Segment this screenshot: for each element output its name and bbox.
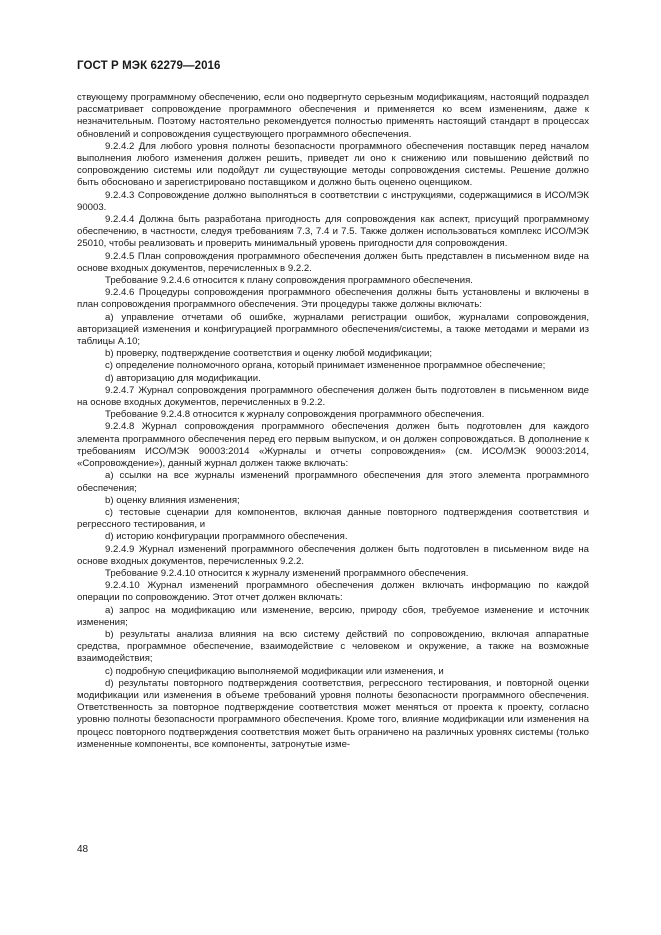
body-text	[77, 92, 589, 751]
paragraph: 9.2.4.6 Процедуры сопровождения программного обеспечения должны быть установлены и включены в план сопровождения программного обеспечения. Эти процедуры также должны включать:	[77, 287, 589, 311]
list-item: a) запрос на модификацию или изменение, версию, природу сбоя, требуемое изменение и источник изменения;	[77, 604, 589, 628]
paragraph: Требование 9.2.4.6 относится к плану сопровождения программного обеспечения.	[105, 275, 473, 287]
list-item: d) историю конфигурации программного обеспечения.	[105, 531, 348, 543]
list-item: a) управление отчетами об ошибке, журналами регистрации ошибок, журналами сопровождения, авторизацией изменения и конфигурацией программного обеспечения/системы, а также методами и мерами из таблицы А.10;	[77, 311, 589, 348]
paragraph: ствующему программному обеспечению, если оно подвергнуто серьезным модификациям, настоящий подраздел рассматривает сопровождение программного обеспечения и применяется ко всем изменениям, даже к незначительным. Поэтому настоятельно рекомендуется полностью применять настоящий стандарт в процессах обновлений и сопровождения существующего программного обеспечения.	[77, 92, 589, 140]
list-item: c) определение полномочного органа, который принимает измененное программное обеспечение;	[105, 360, 546, 372]
paragraph: 9.2.4.4 Должна быть разработана пригодность для сопровождения как аспект, присущий программному обеспечению, в частности, следуя требованиям 7.3, 7.4 и 7.5. Также должен использоваться комплекс ИСО/МЭК 25010, чтобы реализовать и проверить минимальный уровень пригодности для сопровождения.	[77, 214, 589, 250]
paragraph: Требование 9.2.4.8 относится к журналу сопровождения программного обеспечения.	[105, 409, 485, 421]
paragraph: 9.2.4.9 Журнал изменений программного обеспечения должен быть подготовлен в письменном виде на основе входных документов, перечисленных 9.2.2.	[77, 543, 589, 567]
paragraph: 9.2.4.10 Журнал изменений программного обеспечения должен включать информацию по каждой операции по сопровождению. Этот отчет должен включать:	[77, 580, 589, 604]
list-item: d) авторизацию для модификации.	[105, 372, 261, 384]
paragraph: 9.2.4.2 Для любого уровня полноты безопасности программного обеспечения поставщик перед началом выполнения любого изменения должен решить, приведет ли оно к снижению или повышению действий по сопровождению системы или подойдут ли существующие методы сопровождения системы. Решение должно быть обосновано и зарегистрировано поставщиком и должно быть оценено оценщиком.	[77, 140, 589, 189]
list-item: b) результаты анализа влияния на всю систему действий по сопровождению, включая аппаратные средства, программное обеспечение, взаимодействие с человеком и окружение, а также на возможные взаимодействия;	[77, 628, 589, 665]
paragraph: 9.2.4.3 Сопровождение должно выполняться в соответствии с инструкциями, содержащимися в ИСО/МЭК 90003.	[77, 189, 589, 213]
list-item: c) подробную спецификацию выполняемой модификации или изменения, и	[105, 665, 444, 677]
list-item: a) ссылки на все журналы изменений программного обеспечения для этого элемента программного обеспечения;	[77, 470, 589, 494]
paragraph: 9.2.4.7 Журнал сопровождения программного обеспечения должен быть подготовлен в письменном виде на основе входных документов, перечисленных в 9.2.2.	[77, 384, 589, 409]
list-item: c) тестовые сценарии для компонентов, включая данные повторного подтверждения соответствия и регрессного тестирования, и	[77, 506, 589, 531]
page-header-standard-title: ГОСТ Р МЭК 62279—2016	[77, 60, 221, 72]
paragraph: 9.2.4.5 План сопровождения программного обеспечения должен быть представлен в письменном виде на основе входных документов, перечисленных в 9.2.2.	[77, 250, 589, 274]
list-item: b) проверку, подтверждение соответствия и оценку любой модификации;	[105, 348, 433, 360]
list-item: b) оценку влияния изменения;	[105, 494, 240, 506]
paragraph: Требование 9.2.4.10 относится к журналу изменений программного обеспечения.	[105, 567, 469, 579]
paragraph: 9.2.4.8 Журнал сопровождения программного обеспечения должен быть подготовлен для каждого элемента программного обеспечения перед его первым выпуском, и он должен сопровождаться. В дополнение к требованиям ИСО/МЭК 90003:2014 «Журналы и отчеты сопровождения» (см. ИСО/МЭК 90003:2014, «Сопровождение»), данный журнал должен также включать:	[77, 421, 589, 470]
list-item: d) результаты повторного подтверждения соответствия, регрессного тестирования, и повторной оценки модификации или изменения в объеме требований уровня полноты безопасности программного обеспечения. Ответственность за повторное подтверждение соответствия может меняться от проекта к проекту, согласно уровню полноты безопасности программного обеспечения. Кроме того, влияние модификации или изменения на процесс повторного подтверждения соответствия может быть ограничено на различных уровнях системы (только измененные компоненты, все компоненты, затронутые изме-	[77, 677, 589, 750]
page-number: 48	[77, 844, 89, 855]
